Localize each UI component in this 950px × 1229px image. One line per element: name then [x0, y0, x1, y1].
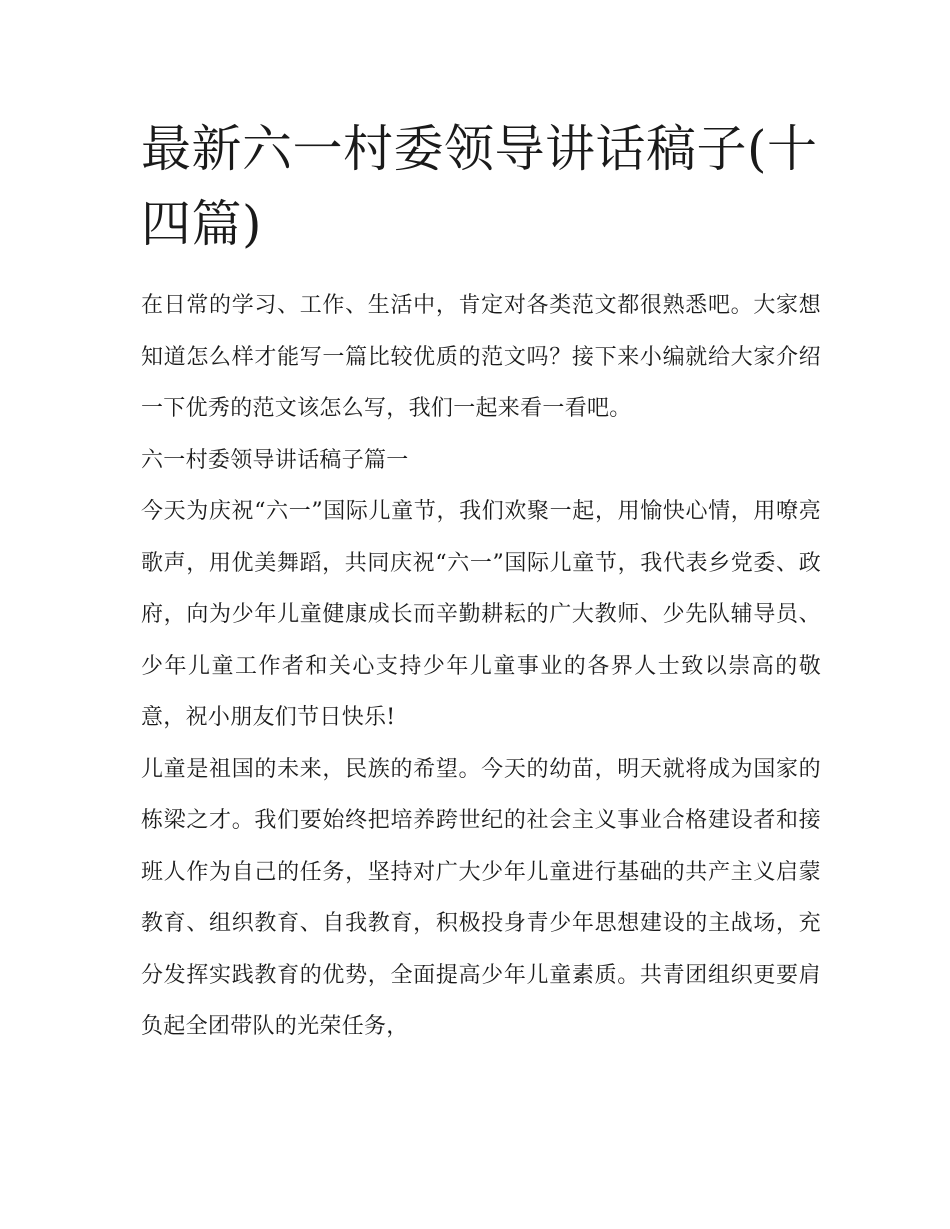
intro-paragraph: 在日常的学习、工作、生活中，肯定对各类范文都很熟悉吧。大家想知道怎么样才能写一篇比较优质的范文吗？接下来小编就给大家介绍一下优秀的范文该怎么写，我们一起来看一看吧。 [141, 293, 821, 421]
document-title: 最新六一村委领导讲话稿子(十四篇) [141, 120, 818, 253]
body-paragraph: 今天为庆祝“六一”国际儿童节，我们欢聚一起，用愉快心情，用嘹亮歌声，用优美舞蹈，共同庆祝“六一”国际儿童节，我代表乡党委、政府，向为少年儿童健康成长而辛勤耕耘的广大教师、少先队辅导员、少年儿童工作者和关心支持少年儿童事业的各界人士致以崇高的敬意，祝小朋友们节日快乐! [141, 499, 821, 730]
document-body [141, 280, 821, 1053]
section-heading: 六一村委领导讲话稿子篇一 [141, 447, 409, 473]
body-paragraph: 儿童是祖国的未来，民族的希望。今天的幼苗，明天就将成为国家的栋梁之才。我们要始终把培养跨世纪的社会主义事业合格建设者和接班人作为自己的任务，坚持对广大少年儿童进行基础的共产主义启蒙教育、组织教育、自我教育，积极投身青少年思想建设的主战场，充分发挥实践教育的优势，全面提高少年儿童素质。共青团组织更要肩负起全团带队的光荣任务， [141, 756, 821, 1039]
